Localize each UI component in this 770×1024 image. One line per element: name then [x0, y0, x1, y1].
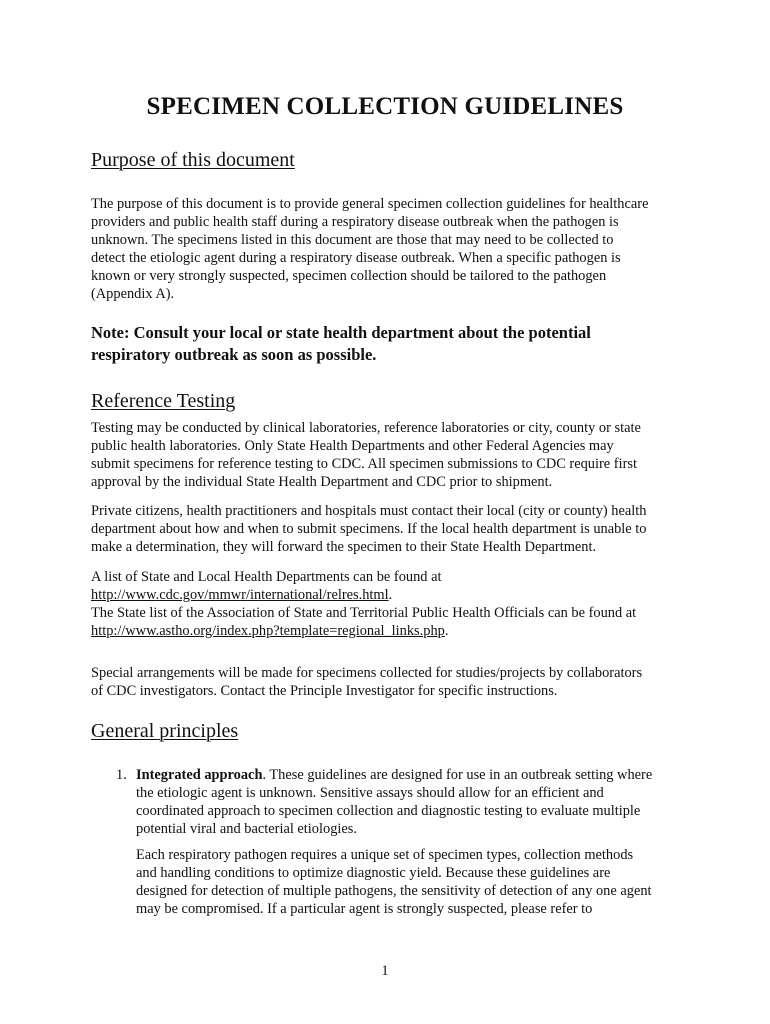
astho-intro: The State list of the Association of State and Territorial Public Health Officials can be found at — [91, 605, 637, 621]
reference-line: Testing may be conducted by clinical laboratories, reference laboratories or city, county or state — [91, 420, 641, 436]
cdc-relres-link[interactable]: http://www.cdc.gov/mmwr/international/relres.html — [91, 587, 389, 603]
reference-heading: Reference Testing — [91, 390, 236, 412]
reference-line: public health laboratories. Only State Health Departments and other Federal Agencies may — [91, 438, 614, 454]
health-departments-list — [91, 568, 691, 640]
principle-item-1-paragraph-2 — [136, 846, 696, 918]
purpose-line: (Appendix A). — [91, 286, 175, 302]
purpose-line: unknown. The specimens listed in this document are those that may need to be collected to — [91, 232, 614, 248]
reference-line: make a determination, they will forward the specimen to their State Health Department. — [91, 539, 597, 555]
purpose-paragraph — [91, 195, 691, 303]
note-line: Note: Consult your local or state health department about the potential — [91, 323, 591, 342]
principle-item-1 — [136, 766, 696, 838]
purpose-heading: Purpose of this document — [91, 149, 295, 171]
reference-line: Special arrangements will be made for specimens collected for studies/projects by collaborators — [91, 665, 643, 681]
period: . — [444, 623, 449, 639]
principle-line: and handling conditions to optimize diagnostic yield. Because these guidelines are — [136, 865, 611, 881]
list-intro: A list of State and Local Health Departments can be found at — [91, 569, 442, 585]
purpose-line: The purpose of this document is to provide general specimen collection guidelines for healthcare — [91, 196, 649, 212]
reference-line: Private citizens, health practitioners and hospitals must contact their local (city or county) health — [91, 503, 647, 519]
principle-line: the etiologic agent is unknown. Sensitive assays should allow for an efficient and — [136, 785, 604, 801]
astho-link-line — [91, 622, 691, 640]
astho-regional-link[interactable]: http://www.astho.org/index.php?template=regional_links.php — [91, 623, 445, 639]
principle-line: potential viral and bacterial etiologies. — [136, 821, 357, 837]
list-number: 1. — [116, 767, 127, 783]
reference-line: submit specimens for reference testing to CDC. All specimen submissions to CDC require first — [91, 456, 637, 472]
period: . — [388, 587, 393, 603]
reference-paragraph-1 — [91, 419, 691, 491]
general-heading: General principles — [91, 720, 239, 742]
principle-line: may be compromised. If a particular agent is strongly suspected, please refer to — [136, 901, 593, 917]
reference-line: department about how and when to submit specimens. If the local health department is unable to — [91, 521, 647, 537]
document-title: SPECIMEN COLLECTION GUIDELINES — [146, 93, 624, 120]
note-callout — [91, 322, 691, 366]
principle-line: designed for detection of multiple pathogens, the sensitivity of detection of any one agent — [136, 883, 652, 899]
principle-line: Each respiratory pathogen requires a unique set of specimen types, collection methods — [136, 847, 634, 863]
purpose-line: known or very strongly suspected, specimen collection should be tailored to the pathogen — [91, 268, 607, 284]
reference-line: of CDC investigators. Contact the Principle Investigator for specific instructions. — [91, 683, 558, 699]
page-number: 1 — [381, 963, 389, 979]
purpose-line: providers and public health staff during a respiratory disease outbreak when the pathogen is — [91, 214, 619, 230]
principle-line: coordinated approach to specimen collection and diagnostic testing to evaluate multiple — [136, 803, 641, 819]
note-line: respiratory outbreak as soon as possible. — [91, 345, 377, 364]
purpose-line: detect the etiologic agent during a respiratory disease outbreak. When a specific pathogen is — [91, 250, 621, 266]
list-link-line — [91, 586, 691, 604]
principle-first-line — [136, 766, 696, 784]
principle-first-rest: . These guidelines are designed for use in an outbreak setting where — [262, 767, 653, 783]
reference-paragraph-4 — [91, 664, 691, 700]
reference-line: approval by the individual State Health Department and CDC prior to shipment. — [91, 474, 553, 490]
principle-term: Integrated approach — [136, 767, 263, 783]
reference-paragraph-2 — [91, 502, 691, 556]
